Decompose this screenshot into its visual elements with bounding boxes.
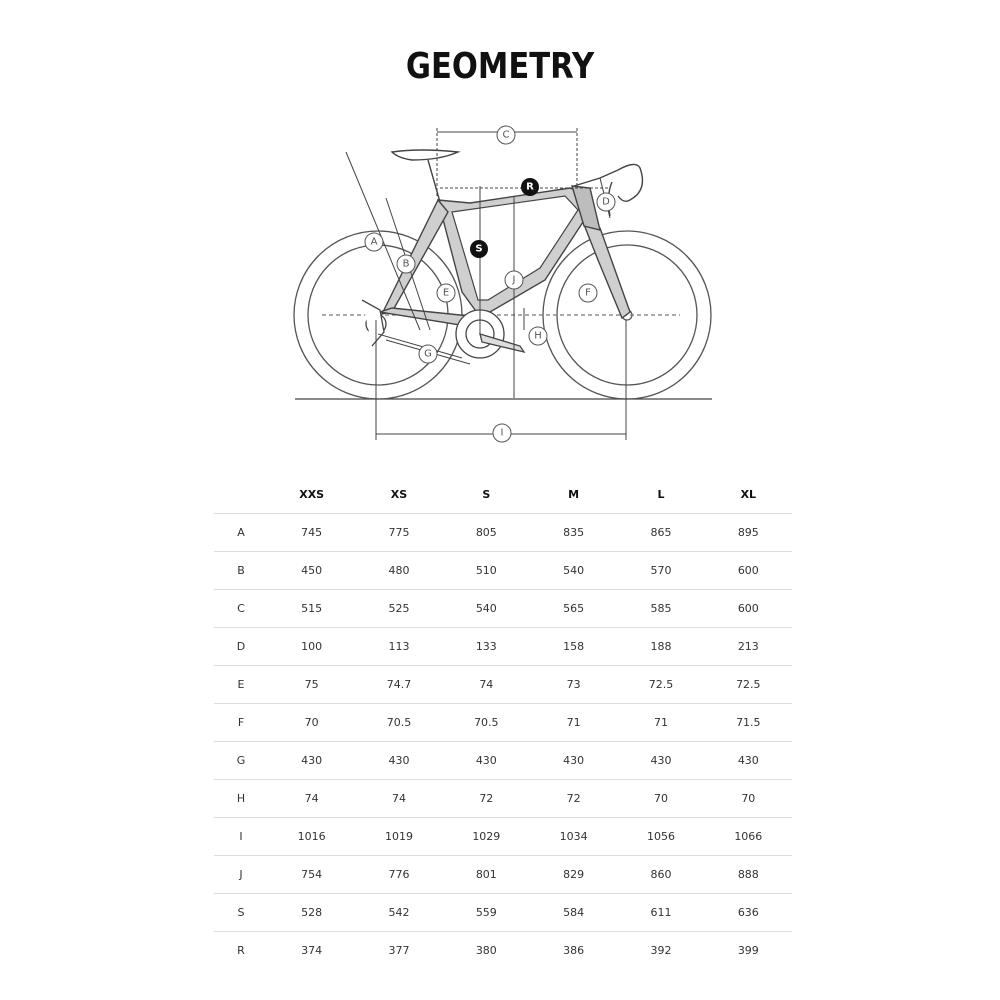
label-f: F bbox=[585, 287, 591, 299]
label-a: A bbox=[370, 236, 378, 248]
table-cell: 745 bbox=[268, 514, 355, 552]
table-cell: 1066 bbox=[705, 818, 792, 856]
table-row bbox=[214, 514, 792, 552]
table-cell: 74 bbox=[268, 780, 355, 818]
table-cell: 600 bbox=[705, 552, 792, 590]
table-cell: 805 bbox=[443, 514, 530, 552]
table-cell: 835 bbox=[530, 514, 617, 552]
table-row bbox=[214, 704, 792, 742]
table-cell: 70 bbox=[268, 704, 355, 742]
row-label: F bbox=[214, 704, 268, 742]
label-c: C bbox=[502, 129, 510, 141]
label-r: R bbox=[526, 181, 534, 193]
table-cell: 559 bbox=[443, 894, 530, 932]
table-cell: 72 bbox=[530, 780, 617, 818]
table-cell: 392 bbox=[617, 932, 704, 970]
table-cell: 70.5 bbox=[443, 704, 530, 742]
table-cell: 70 bbox=[705, 780, 792, 818]
row-label: C bbox=[214, 590, 268, 628]
table-row bbox=[214, 894, 792, 932]
chain-stay bbox=[380, 308, 470, 326]
table-cell: 1019 bbox=[355, 818, 442, 856]
table-cell: 515 bbox=[268, 590, 355, 628]
column-header: S bbox=[482, 488, 491, 501]
label-h: H bbox=[534, 330, 542, 342]
table-row bbox=[214, 590, 792, 628]
table-cell: 158 bbox=[530, 628, 617, 666]
table-cell: 1034 bbox=[530, 818, 617, 856]
table-cell: 480 bbox=[355, 552, 442, 590]
table-cell: 430 bbox=[617, 742, 704, 780]
table-cell: 754 bbox=[268, 856, 355, 894]
table-cell: 75 bbox=[268, 666, 355, 704]
table-cell: 73 bbox=[530, 666, 617, 704]
saddle bbox=[392, 150, 458, 160]
table-cell: 213 bbox=[705, 628, 792, 666]
table-cell: 829 bbox=[530, 856, 617, 894]
table-row bbox=[214, 856, 792, 894]
bike-geometry-diagram bbox=[280, 125, 720, 450]
table-cell: 72.5 bbox=[617, 666, 704, 704]
column-header: XS bbox=[390, 488, 408, 501]
row-label: G bbox=[214, 742, 268, 780]
seat-post bbox=[428, 160, 440, 202]
table-row bbox=[214, 742, 792, 780]
label-b: B bbox=[402, 258, 410, 270]
table-cell: 133 bbox=[443, 628, 530, 666]
table-cell: 865 bbox=[617, 514, 704, 552]
table-cell: 895 bbox=[705, 514, 792, 552]
table-row bbox=[214, 780, 792, 818]
table-cell: 584 bbox=[530, 894, 617, 932]
table-cell: 1056 bbox=[617, 818, 704, 856]
geometry-table bbox=[214, 476, 792, 969]
table-cell: 72 bbox=[443, 780, 530, 818]
table-cell: 71.5 bbox=[705, 704, 792, 742]
table-cell: 510 bbox=[443, 552, 530, 590]
table-cell: 565 bbox=[530, 590, 617, 628]
label-s: S bbox=[475, 243, 483, 255]
table-cell: 72.5 bbox=[705, 666, 792, 704]
table-row bbox=[214, 818, 792, 856]
column-header: L bbox=[657, 488, 665, 501]
column-header: M bbox=[568, 488, 580, 501]
table-corner bbox=[214, 476, 268, 514]
table-cell: 71 bbox=[530, 704, 617, 742]
bike-drawing bbox=[280, 125, 720, 450]
table-row bbox=[214, 552, 792, 590]
table-cell: 386 bbox=[530, 932, 617, 970]
table-row bbox=[214, 932, 792, 970]
table-cell: 540 bbox=[443, 590, 530, 628]
table-cell: 775 bbox=[355, 514, 442, 552]
label-i: I bbox=[500, 427, 504, 439]
column-header: XL bbox=[740, 488, 757, 501]
table-cell: 188 bbox=[617, 628, 704, 666]
row-label: H bbox=[214, 780, 268, 818]
table-cell: 430 bbox=[355, 742, 442, 780]
table-cell: 801 bbox=[443, 856, 530, 894]
table-cell: 430 bbox=[530, 742, 617, 780]
page-title: GEOMETRY bbox=[405, 46, 595, 87]
table-cell: 430 bbox=[268, 742, 355, 780]
table-cell: 600 bbox=[705, 590, 792, 628]
row-label: S bbox=[214, 894, 268, 932]
table-row bbox=[214, 666, 792, 704]
table-cell: 1029 bbox=[443, 818, 530, 856]
row-label: A bbox=[214, 514, 268, 552]
table-row bbox=[214, 628, 792, 666]
table-cell: 380 bbox=[443, 932, 530, 970]
table-cell: 611 bbox=[617, 894, 704, 932]
label-g: G bbox=[424, 348, 432, 360]
table-cell: 1016 bbox=[268, 818, 355, 856]
table-cell: 74 bbox=[443, 666, 530, 704]
row-label: J bbox=[214, 856, 268, 894]
row-label: E bbox=[214, 666, 268, 704]
table-cell: 70 bbox=[617, 780, 704, 818]
derailleur bbox=[362, 300, 384, 346]
table-cell: 888 bbox=[705, 856, 792, 894]
table-cell: 585 bbox=[617, 590, 704, 628]
table-cell: 525 bbox=[355, 590, 442, 628]
label-d: D bbox=[602, 196, 610, 208]
table-cell: 100 bbox=[268, 628, 355, 666]
row-label: D bbox=[214, 628, 268, 666]
table-cell: 430 bbox=[705, 742, 792, 780]
table-body bbox=[214, 514, 792, 970]
row-label: R bbox=[214, 932, 268, 970]
table-cell: 71 bbox=[617, 704, 704, 742]
row-label: B bbox=[214, 552, 268, 590]
label-j: J bbox=[512, 274, 516, 286]
table-cell: 636 bbox=[705, 894, 792, 932]
table-cell: 570 bbox=[617, 552, 704, 590]
table-cell: 74 bbox=[355, 780, 442, 818]
table-cell: 528 bbox=[268, 894, 355, 932]
table-cell: 542 bbox=[355, 894, 442, 932]
table-cell: 74.7 bbox=[355, 666, 442, 704]
fork bbox=[583, 222, 630, 318]
table-cell: 377 bbox=[355, 932, 442, 970]
table-cell: 776 bbox=[355, 856, 442, 894]
row-label: I bbox=[214, 818, 268, 856]
table-cell: 430 bbox=[443, 742, 530, 780]
table-cell: 860 bbox=[617, 856, 704, 894]
table-cell: 450 bbox=[268, 552, 355, 590]
label-e: E bbox=[442, 287, 450, 299]
column-header: XXS bbox=[299, 488, 325, 501]
table-header-row bbox=[214, 476, 792, 514]
table-cell: 399 bbox=[705, 932, 792, 970]
table-cell: 374 bbox=[268, 932, 355, 970]
table-cell: 70.5 bbox=[355, 704, 442, 742]
table-cell: 113 bbox=[355, 628, 442, 666]
table-cell: 540 bbox=[530, 552, 617, 590]
